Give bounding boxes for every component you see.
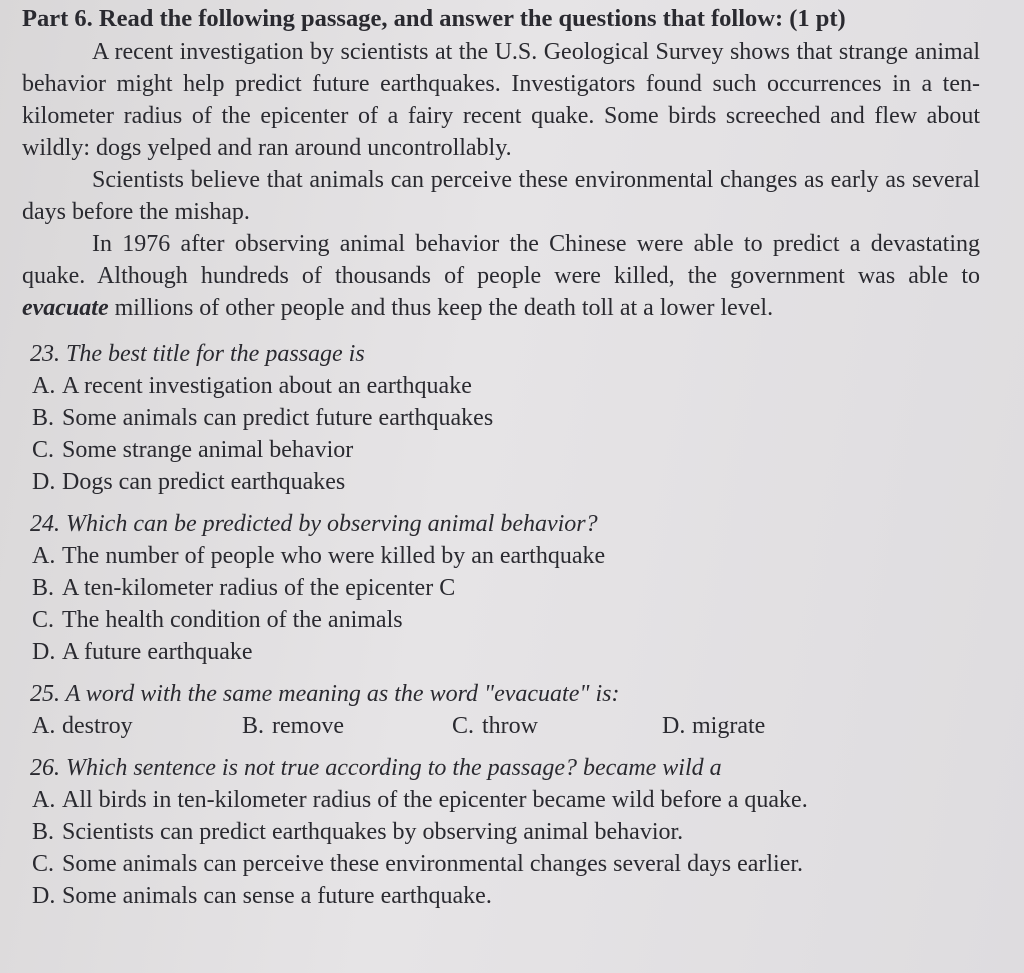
option-text: throw bbox=[482, 713, 538, 739]
question-stem bbox=[22, 752, 980, 784]
question-number: 25. bbox=[30, 681, 60, 707]
passage bbox=[22, 36, 980, 324]
option-text: All birds in ten-kilometer radius of the epicenter became wild before a quake. bbox=[62, 787, 808, 813]
answer-option-a[interactable] bbox=[22, 540, 980, 572]
question-text: A word with the same meaning as the word "evacuate" is: bbox=[65, 681, 620, 707]
answer-option-d[interactable] bbox=[22, 466, 980, 498]
option-letter: D. bbox=[662, 713, 686, 739]
option-letter: D. bbox=[32, 883, 56, 909]
question-stem bbox=[22, 338, 980, 370]
option-letter: C. bbox=[452, 713, 475, 739]
question-26 bbox=[22, 752, 980, 912]
answer-option-d[interactable] bbox=[22, 880, 980, 912]
answer-option-a[interactable] bbox=[32, 710, 242, 742]
answer-options-row bbox=[22, 710, 980, 742]
option-text: A future earthquake bbox=[62, 639, 253, 665]
passage-paragraph-3 bbox=[22, 228, 980, 324]
passage-paragraph-3-start: In 1976 after observing animal behavior the Chinese were able to predict a devastating quake. Although hundreds of thousands of people were killed, the government was able to bbox=[22, 231, 980, 289]
option-letter: D. bbox=[32, 469, 56, 495]
option-text: Some animals can perceive these environmental changes several days earlier. bbox=[62, 851, 804, 877]
option-text: A ten-kilometer radius of the epicenter C bbox=[62, 575, 456, 601]
answer-option-a[interactable] bbox=[22, 370, 980, 402]
option-letter: D. bbox=[32, 639, 56, 665]
option-letter: C. bbox=[32, 607, 55, 633]
answer-option-a[interactable] bbox=[22, 784, 980, 816]
emphasized-word-evacuate: evacuate bbox=[22, 295, 109, 321]
question-text: Which can be predicted by observing animal behavior? bbox=[66, 511, 598, 537]
option-letter: B. bbox=[32, 819, 55, 845]
question-number: 23. bbox=[30, 341, 60, 367]
answer-option-d[interactable] bbox=[662, 710, 872, 742]
option-letter: A. bbox=[32, 543, 56, 569]
answer-option-c[interactable] bbox=[22, 848, 980, 880]
option-letter: A. bbox=[32, 787, 56, 813]
option-text: Some strange animal behavior bbox=[62, 437, 354, 463]
passage-paragraph-2: Scientists believe that animals can perceive these environmental changes as early as several days before the mishap. bbox=[22, 167, 980, 225]
passage-paragraph-3-end: millions of other people and thus keep the death toll at a lower level. bbox=[108, 295, 774, 321]
question-23 bbox=[22, 338, 980, 498]
option-text: Dogs can predict earthquakes bbox=[62, 469, 346, 495]
option-text: Some animals can sense a future earthquake. bbox=[62, 883, 492, 909]
question-text: The best title for the passage is bbox=[66, 341, 365, 367]
option-text: remove bbox=[272, 713, 344, 739]
answer-option-d[interactable] bbox=[22, 636, 980, 668]
option-letter: B. bbox=[32, 575, 55, 601]
question-list bbox=[22, 338, 980, 912]
answer-option-c[interactable] bbox=[22, 604, 980, 636]
option-letter: B. bbox=[242, 713, 265, 739]
option-letter: A. bbox=[32, 713, 56, 739]
passage-paragraph-1: A recent investigation by scientists at the U.S. Geological Survey shows that strange animal behavior might help predict future earthquakes. Investigators found such occurrences in a ten-kilometer radius of the epicenter of a fairy recent quake. Some birds screeched and flew about wildly: dogs yelped and ran around uncontrollably. bbox=[22, 39, 980, 161]
option-letter: C. bbox=[32, 851, 55, 877]
answer-option-c[interactable] bbox=[452, 710, 662, 742]
question-stem bbox=[22, 678, 980, 710]
option-text: destroy bbox=[62, 713, 133, 739]
option-text: Some animals can predict future earthquakes bbox=[62, 405, 494, 431]
question-24 bbox=[22, 508, 980, 668]
answer-option-c[interactable] bbox=[22, 434, 980, 466]
question-text: Which sentence is not true according to the passage? became wild a bbox=[66, 755, 722, 781]
part-heading: Part 6. Read the following passage, and answer the questions that follow: (1 pt) bbox=[22, 5, 846, 32]
answer-option-b[interactable] bbox=[242, 710, 452, 742]
question-25 bbox=[22, 678, 980, 742]
question-number: 24. bbox=[30, 511, 60, 537]
answer-option-b[interactable] bbox=[22, 816, 980, 848]
answer-option-b[interactable] bbox=[22, 572, 980, 604]
option-letter: B. bbox=[32, 405, 55, 431]
option-text: Scientists can predict earthquakes by observing animal behavior. bbox=[62, 819, 684, 845]
question-number: 26. bbox=[30, 755, 60, 781]
option-text: The number of people who were killed by an earthquake bbox=[62, 543, 606, 569]
option-text: A recent investigation about an earthquake bbox=[62, 373, 472, 399]
question-stem bbox=[22, 508, 980, 540]
option-letter: C. bbox=[32, 437, 55, 463]
option-letter: A. bbox=[32, 373, 56, 399]
option-text: The health condition of the animals bbox=[62, 607, 403, 633]
option-text: migrate bbox=[692, 713, 766, 739]
answer-option-b[interactable] bbox=[22, 402, 980, 434]
